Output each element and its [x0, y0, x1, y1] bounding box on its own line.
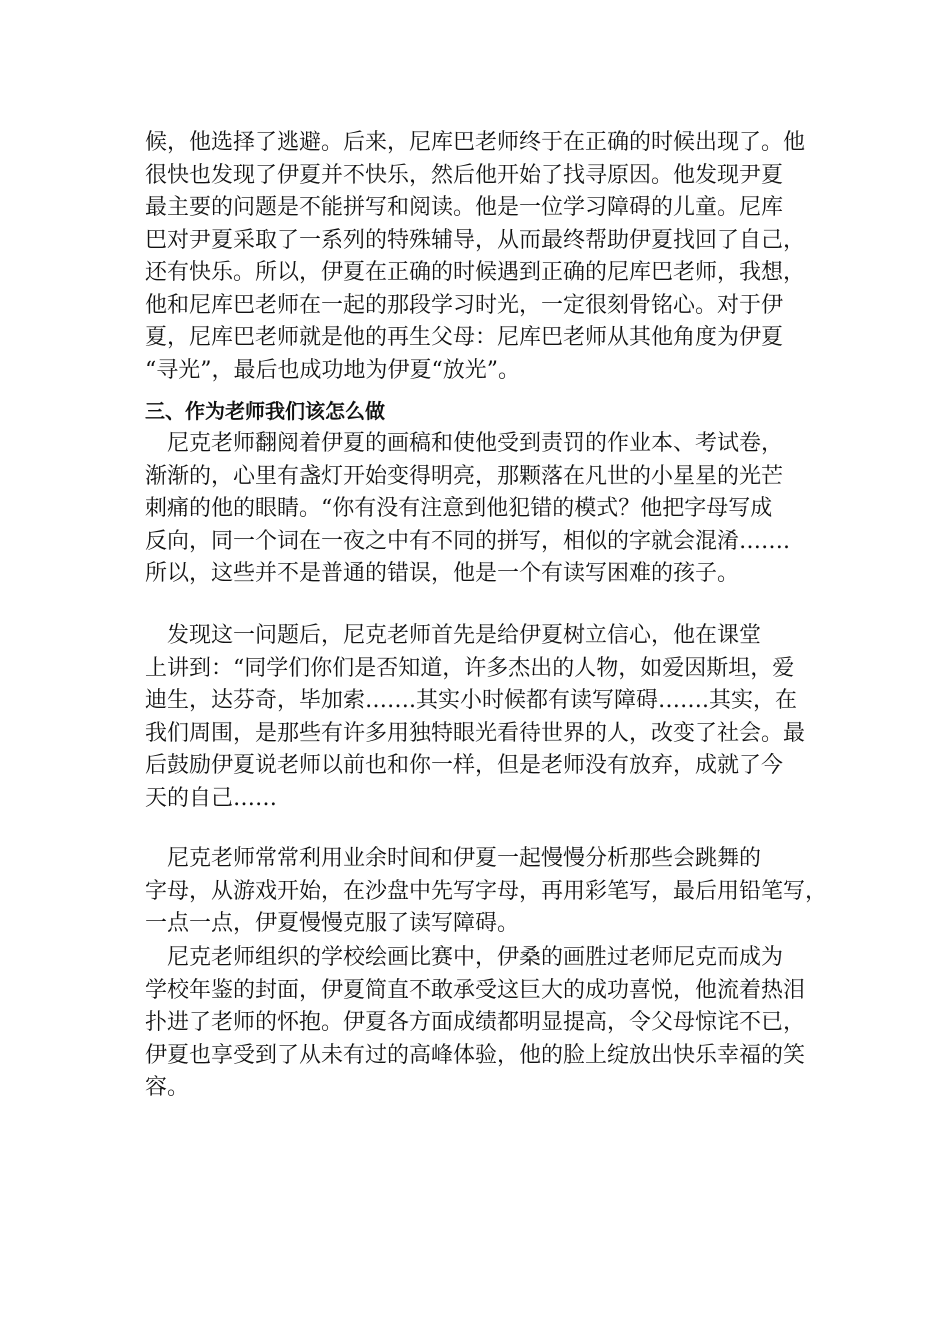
- paragraph-line: 我们周围，是那些有许多用独特眼光看待世界的人，改变了社会。最: [145, 720, 806, 746]
- paragraph-line: 学校年鉴的封面，伊夏简直不敢承受这巨大的成功喜悦，他流着热泪: [145, 977, 806, 1003]
- paragraph-line: 很快也发现了伊夏并不快乐，然后他开始了找寻原因。他发现尹夏: [145, 162, 784, 188]
- paragraph-line: “寻光”，最后也成功地为伊夏“放光”。: [145, 357, 520, 383]
- paragraph-line: 字母，从游戏开始，在沙盘中先写字母，再用彩笔写，最后用铅笔写，: [145, 878, 828, 904]
- paragraph-2: [145, 428, 815, 591]
- paragraph-line: 后鼓励伊夏说老师以前也和你一样，但是老师没有放弃，成就了今: [145, 753, 784, 778]
- paragraph-line: 迪生，达芬奇，毕加索…….其实小时候都有读写障碍…….其实，在: [145, 688, 797, 713]
- paragraph-line: 反向，同一个词在一夜之中有不同的拼写，相似的字就会混淆…….: [145, 528, 790, 554]
- paragraph-line: 伊夏也享受到了从未有过的高峰体验，他的脸上绽放出快乐幸福的笑: [145, 1042, 806, 1068]
- paragraph-5: [145, 942, 815, 1105]
- paragraph-line: 还有快乐。所以，伊夏在正确的时候遇到正确的尼库巴老师，我想，: [145, 260, 806, 285]
- paragraph-line: 天的自己……: [145, 785, 278, 811]
- paragraph-line: 尼克老师组织的学校绘画比赛中，伊桑的画胜过老师尼克而成为: [145, 945, 784, 970]
- paragraph-1: [145, 127, 815, 387]
- paragraph-line: 容。: [145, 1075, 190, 1100]
- paragraph-line: 尼克老师常常利用业余时间和伊夏一起慢慢分析那些会跳舞的: [145, 846, 762, 871]
- section-heading: 三、作为老师我们该怎么做: [145, 399, 385, 423]
- paragraph-line: 夏，尼库巴老师就是他的再生父母：尼库巴老师从其他角度为伊夏: [145, 325, 784, 350]
- paragraph-line: 渐渐的，心里有盏灯开始变得明亮，那颗落在凡世的小星星的光芒: [145, 463, 784, 489]
- paragraph-line: 最主要的问题是不能拼写和阅读。他是一位学习障碍的儿童。尼库: [145, 195, 784, 220]
- paragraph-line: 他和尼库巴老师在一起的那段学习时光，一定很刻骨铭心。对于伊: [145, 292, 784, 318]
- paragraph-line: 扑进了老师的怀抱。伊夏各方面成绩都明显提高，令父母惊诧不已，: [145, 1010, 806, 1035]
- paragraph-line: 所以，这些并不是普通的错误，他是一个有读写困难的孩子。: [145, 561, 740, 586]
- paragraph-line: 巴对尹夏采取了一系列的特殊辅导，从而最终帮助伊夏找回了自己，: [145, 227, 806, 253]
- paragraph-line: 上讲到：“同学们你们是否知道，许多杰出的人物，如爱因斯坦，爱: [145, 655, 795, 681]
- paragraph-4: [145, 843, 828, 941]
- paragraph-line: 一点一点，伊夏慢慢克服了读写障碍。: [145, 911, 520, 936]
- paragraph-3: [145, 620, 815, 815]
- paragraph-line: 尼克老师翻阅着伊夏的画稿和使他受到责罚的作业本、考试卷，: [145, 431, 784, 456]
- paragraph-line: 刺痛的他的眼睛。“你有没有注意到他犯错的模式？他把字母写成: [145, 496, 773, 521]
- paragraph-line: 发现这一问题后，尼克老师首先是给伊夏树立信心，他在课堂: [145, 623, 762, 648]
- paragraph-line: 候，他选择了逃避。后来，尼库巴老师终于在正确的时候出现了。他: [145, 130, 806, 155]
